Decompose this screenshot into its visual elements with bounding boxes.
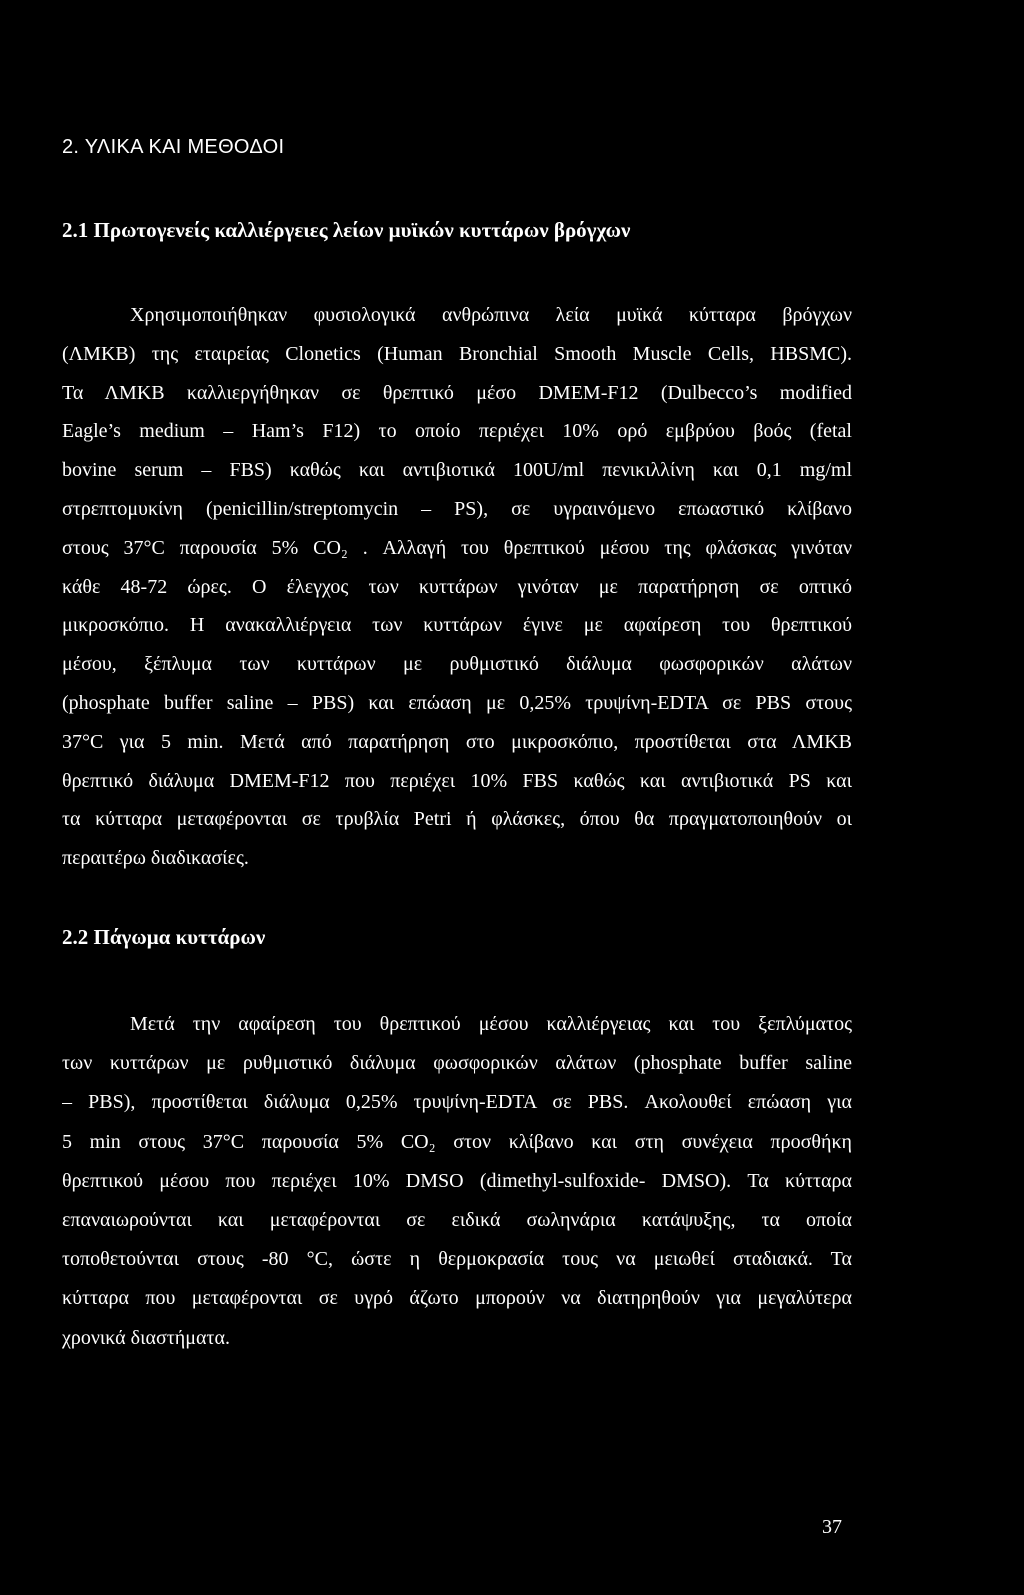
text-line: 5 min στους 37°C παρουσία 5% CO₂ στον κλίβανο και στη συνέχεια προσθήκη <box>62 1130 852 1153</box>
text-line: θρεπτικό διάλυμα DMEM-F12 που περιέχει 10% FBS καθώς και αντιβιοτικά PS και <box>62 769 852 792</box>
text-line: περαιτέρω διαδικασίες. <box>62 847 249 870</box>
text-line: τοποθετούνται στους -80 °C, ώστε η θερμοκρασία τους να μειωθεί σταδιακά. Τα <box>62 1248 852 1271</box>
subsection-heading-primary-cultures: 2.1 Πρωτογενείς καλλιέργειες λείων μυϊκών κυττάρων βρόγχων <box>62 218 631 242</box>
text-line: χρονικά διαστήματα. <box>62 1326 230 1349</box>
text-line: τα κύτταρα μεταφέρονται σε τρυβλία Petri ή φλάσκες, όπου θα πραγματοποιηθούν οι <box>62 808 852 831</box>
text-line: στους 37°C παρουσία 5% CO₂ . Αλλαγή του θρεπτικού μέσου της φλάσκας γινόταν <box>62 536 852 559</box>
text-line: (phosphate buffer saline – PBS) και επώαση με 0,25% τρυψίνη-EDTA σε PBS στους <box>62 691 852 714</box>
text-line: Μετά την αφαίρεση του θρεπτικού μέσου καλλιέργειας και του ξεπλύματος <box>130 1013 852 1035</box>
text-line: 37°C για 5 min. Μετά από παρατήρηση στο μικροσκόπιο, προστίθεται στα ΛΜΚΒ <box>62 730 852 753</box>
text-line: Τα ΛΜΚΒ καλλιεργήθηκαν σε θρεπτικό μέσο DMEM-F12 (Dulbecco’s modified <box>62 381 852 404</box>
text-line: κύτταρα που μεταφέρονται σε υγρό άζωτο μπορούν να διατηρηθούν για μεγαλύτερα <box>62 1287 852 1310</box>
section-heading: 2. ΥΛΙΚΑ ΚΑΙ ΜΕΘΟΔΟΙ <box>62 136 285 158</box>
text-line: στρεπτομυκίνη (penicillin/streptomycin – PS), σε υγραινόμενο επωαστικό κλίβανο <box>62 497 852 520</box>
text-line: (ΛΜΚΒ) της εταιρείας Clonetics (Human Bronchial Smooth Muscle Cells, HBSMC). <box>62 342 852 365</box>
page-number: 37 <box>822 1516 842 1538</box>
text-line: Eagle’s medium – Ham’s F12) το οποίο περιέχει 10% ορό εμβρύου βοός (fetal <box>62 420 852 443</box>
text-line: μικροσκόπιο. Η ανακαλλιέργεια των κυττάρων έγινε με αφαίρεση του θρεπτικού <box>62 614 852 637</box>
paragraph-primary-cultures <box>62 296 852 878</box>
text-line: θρεπτικού μέσου που περιέχει 10% DMSO (dimethyl-sulfoxide- DMSO). Τα κύτταρα <box>62 1169 852 1192</box>
paragraph-cell-freezing <box>62 1005 852 1358</box>
text-line: – PBS), προστίθεται διάλυμα 0,25% τρυψίνη-EDTA σε PBS. Ακολουθεί επώαση για <box>62 1091 852 1114</box>
text-line: των κυττάρων με ρυθμιστικό διάλυμα φωσφορικών αλάτων (phosphate buffer saline <box>62 1052 852 1075</box>
text-line: μέσου, ξέπλυμα των κυττάρων με ρυθμιστικό διάλυμα φωσφορικών αλάτων <box>62 653 852 676</box>
text-line: bovine serum – FBS) καθώς και αντιβιοτικά 100U/ml πενικιλλίνη και 0,1 mg/ml <box>62 459 852 482</box>
text-line: κάθε 48-72 ώρες. Ο έλεγχος των κυττάρων γινόταν με παρατήρηση σε οπτικό <box>62 575 852 598</box>
subsection-heading-cell-freezing: 2.2 Πάγωμα κυττάρων <box>62 925 266 949</box>
text-line: επαναιωρούνται και μεταφέρονται σε ειδικά σωληνάρια κατάψυξης, τα οποία <box>62 1208 852 1231</box>
text-line: Χρησιμοποιήθηκαν φυσιολογικά ανθρώπινα λεία μυϊκά κύτταρα βρόγχων <box>130 304 852 326</box>
